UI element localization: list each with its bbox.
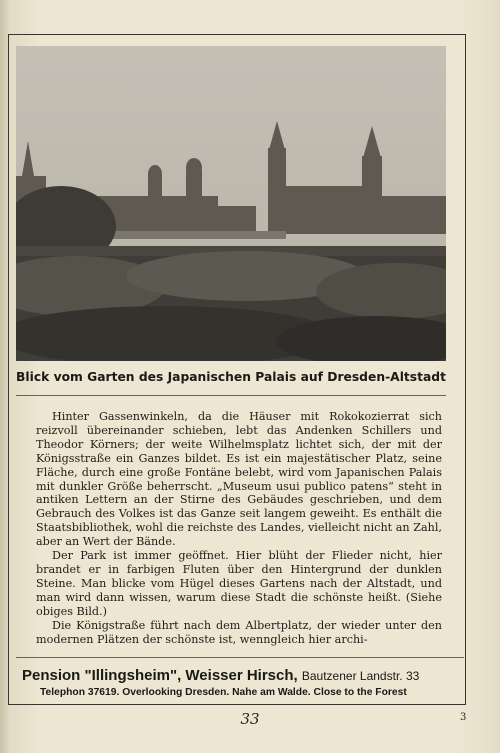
article-text — [36, 410, 442, 646]
ad-divider — [16, 657, 464, 658]
page-number: 33 — [240, 710, 260, 728]
pension-name: Pension "Illingsheim", Weisser Hirsch, — [22, 667, 298, 684]
paragraph-1: Hinter Gassenwinkeln, da die Häuser mit Rokokozierrat sich reizvoll übereinander schieben, lebt das Andenken Schillers und Theodor Körners; der weite Wilhelmsplatz lichtet sich, der mit der Königsstraße ein Ganzes bildet. Es ist ein majestätischer Platz, seine Fläche, durch eine große Fontäne belebt, wird vom Japanischen Palais mit dunkler Größe beherrscht. „Museum usui publico patens“ steht in antiken Lettern an der Stirne des Gebäudes geschrieben, und dem Gebrauch des Volkes ist das Ganze seit langem geweiht. Es enthält die Staatsbibliothek, wohl die reichste des Landes, vielleicht nicht an Zahl, aber an Wert der Bände. — [36, 410, 442, 549]
advertisement-title — [22, 667, 452, 684]
pension-address: Bautzener Landstr. 33 — [301, 669, 420, 683]
corner-number: 3 — [460, 712, 467, 723]
advertisement-details: Telephon 37619. Overlooking Dresden. Nahe am Walde. Close to the Forest — [40, 687, 407, 698]
paragraph-2: Der Park ist immer geöffnet. Hier blüht der Flieder nicht, hier brandet er in farbigen Fluten über den Hintergrund der dunklen Steine. Man blicke vom Hügel dieses Gartens nach der Altstadt, und man wird dann wissen, warum diese Stadt die schönste heißt. (Siehe obiges Bild.) — [36, 549, 442, 618]
caption-divider — [16, 395, 446, 396]
paragraph-3: Die Königstraße führt nach dem Albertplatz, der wieder unter den modernen Plätzen der schönste ist, wenngleich hier archi- — [36, 618, 442, 646]
photo-caption: Blick vom Garten des Japanischen Palais auf Dresden-Altstadt — [16, 370, 446, 384]
dresden-photo — [16, 46, 446, 361]
